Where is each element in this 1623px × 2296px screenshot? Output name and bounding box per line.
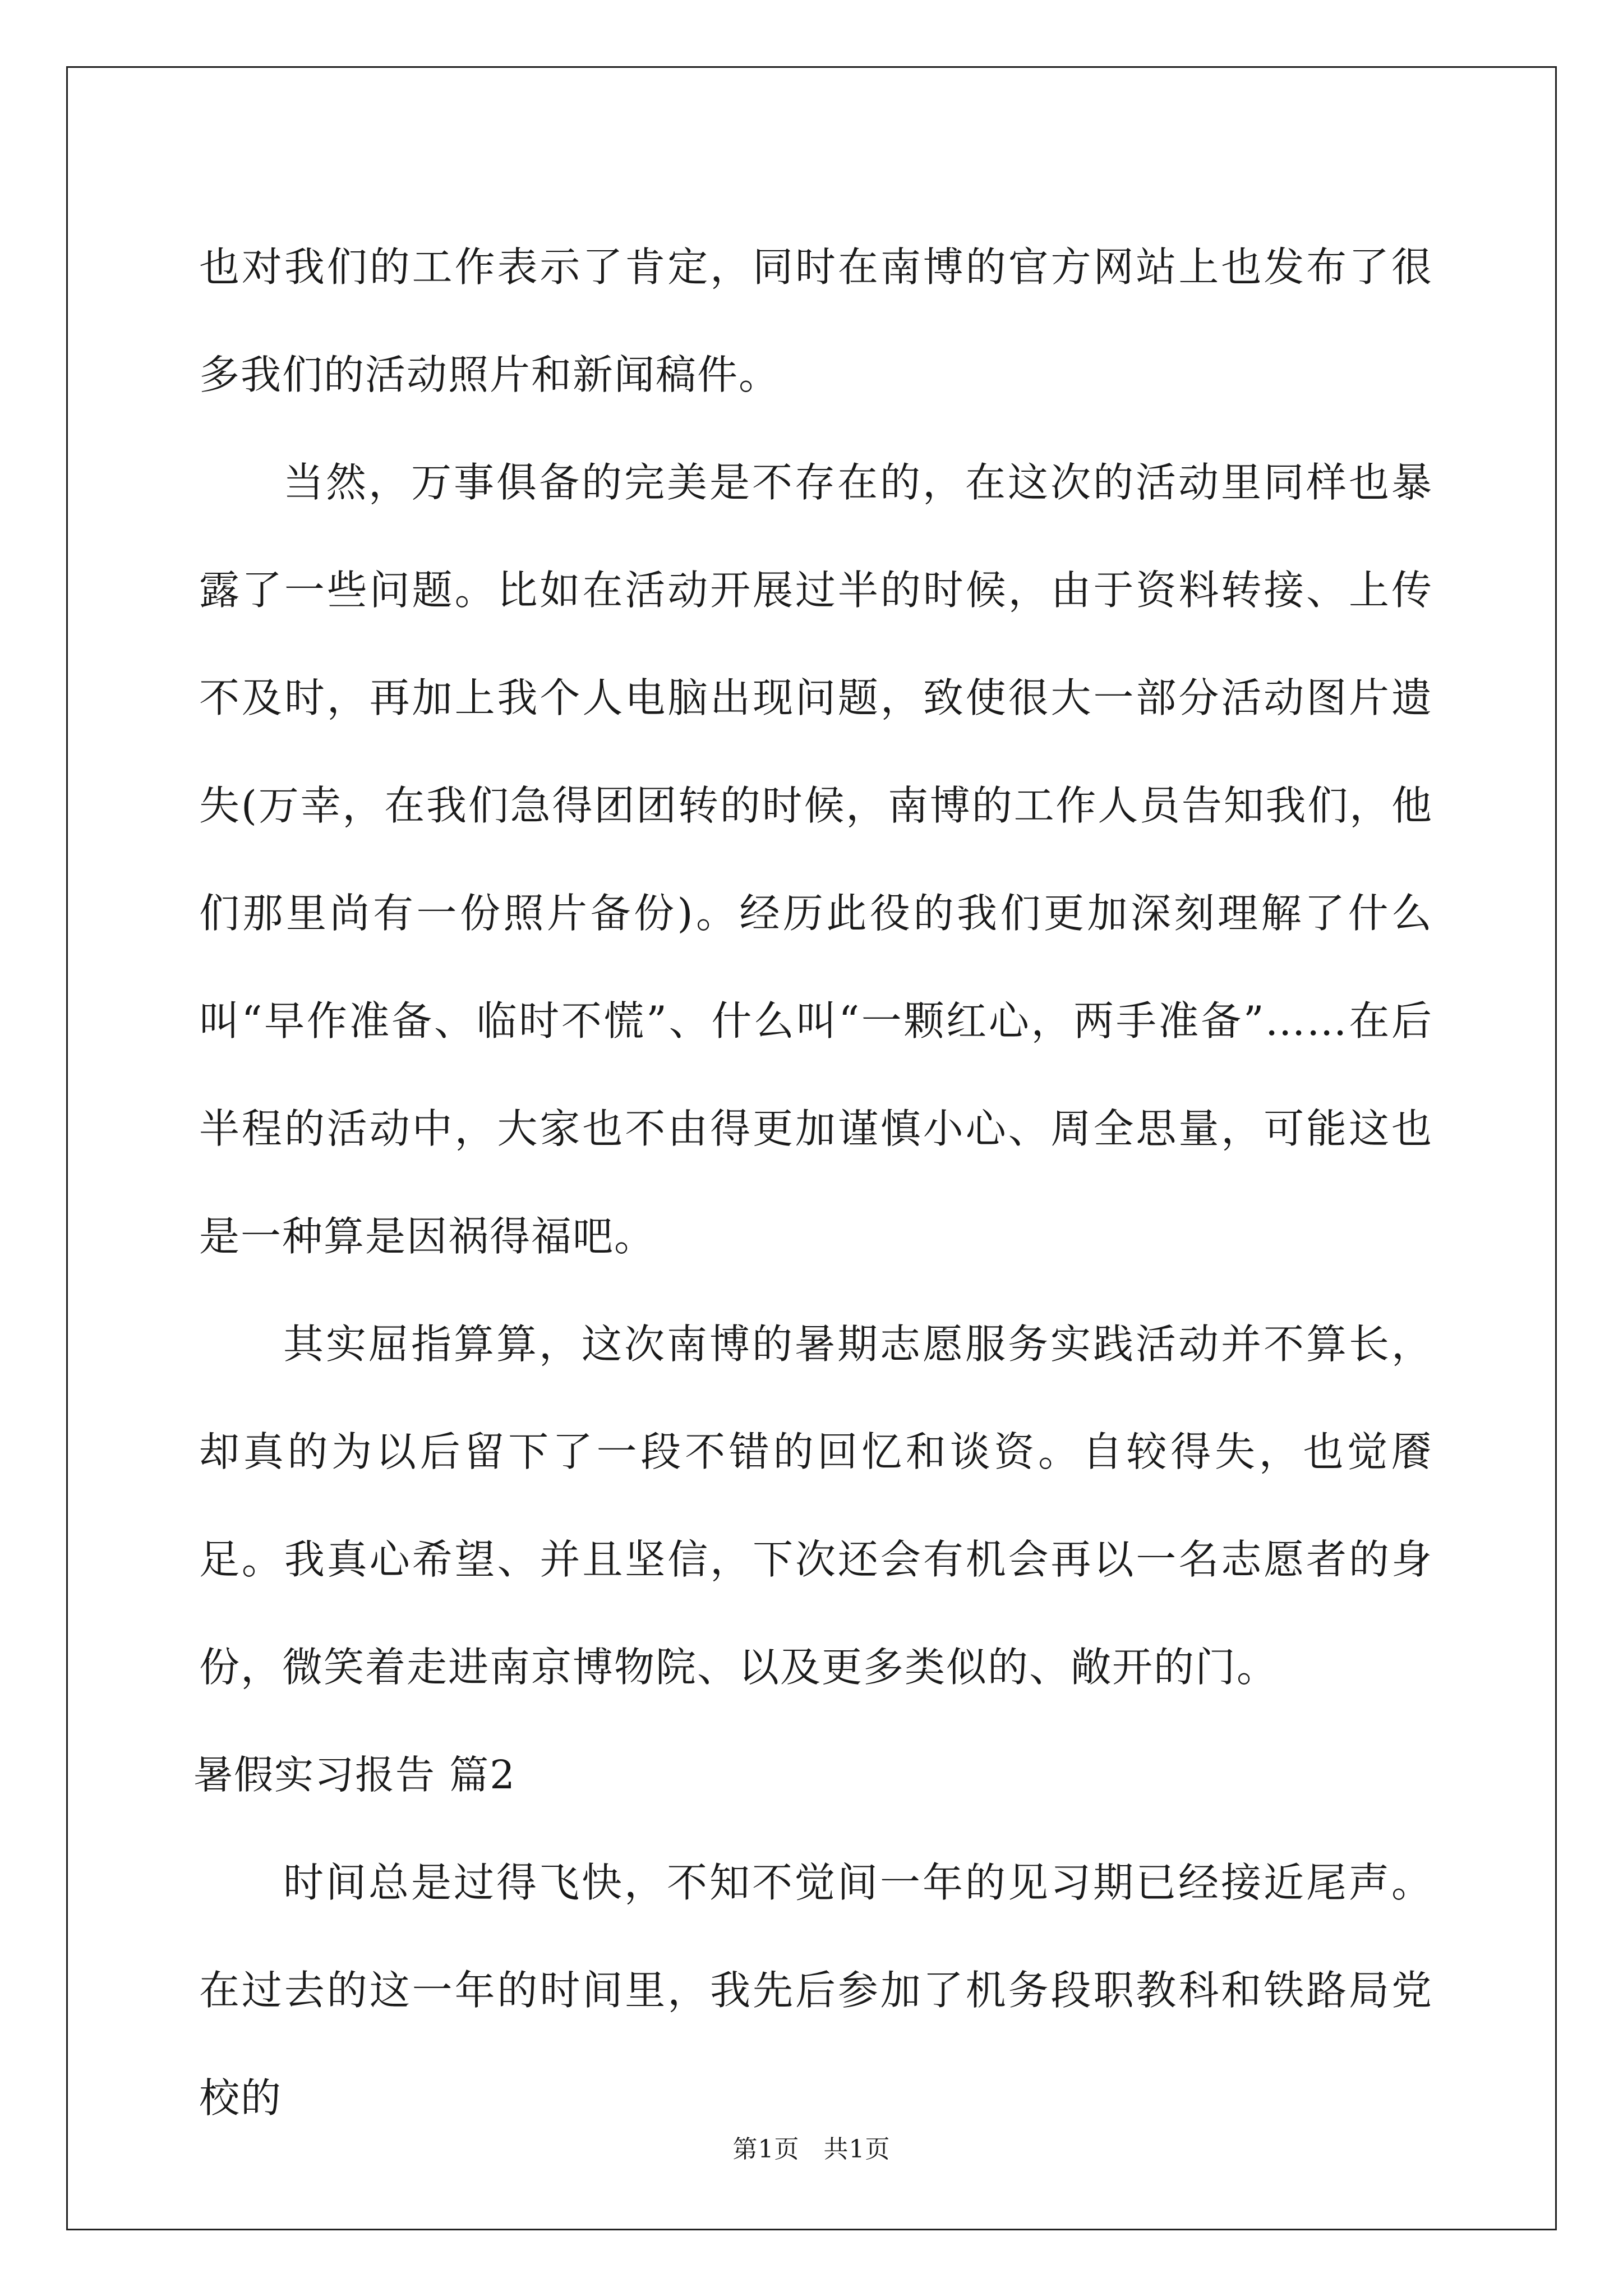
paragraph-4: 时间总是过得飞快，不知不觉间一年的见习期已经接近尾声。在过去的这一年的时间里，我先后参加了机务段职教科和铁路局党校的 (199, 1859, 1433, 2122)
paragraph-1: 也对我们的工作表示了肯定，同时在南博的官方网站上也发布了很多我们的活动照片和新闻稿件。 (199, 243, 1433, 398)
page-footer (0, 2129, 1623, 2165)
paragraph-2: 当然，万事俱备的完美是不存在的，在这次的活动里同样也暴露了一些问题。比如在活动开展过半的时候，由于资料转接、上传不及时，再加上我个人电脑出现问题，致使很大一部分活动图片遗失(万幸，在我们急得团团转的时候，南博的工作人员告知我们，他们那里尚有一份照片备份)。经历此役的我们更加深刻理解了什么叫“早作准备、临时不慌”、什么叫“一颗红心，两手准备”……在后半程的活动中，大家也不由得更加谨慎小心、周全思量，可能这也是一种算是因祸得福吧。 (199, 459, 1433, 1260)
section-heading: 暑假实习报告 篇2 (193, 1752, 516, 1798)
page-number: 第1页 (732, 2135, 800, 2164)
page-total: 共1页 (823, 2135, 891, 2164)
paragraph-3: 其实屈指算算，这次南博的暑期志愿服务实践活动并不算长，却真的为以后留下了一段不错的回忆和谈资。自较得失，也觉餍足。我真心希望、并且坚信，下次还会有机会再以一名志愿者的身份，微笑着走进南京博物院、以及更多类似的、敞开的门。 (199, 1320, 1433, 1691)
document-body (193, 213, 1433, 2152)
